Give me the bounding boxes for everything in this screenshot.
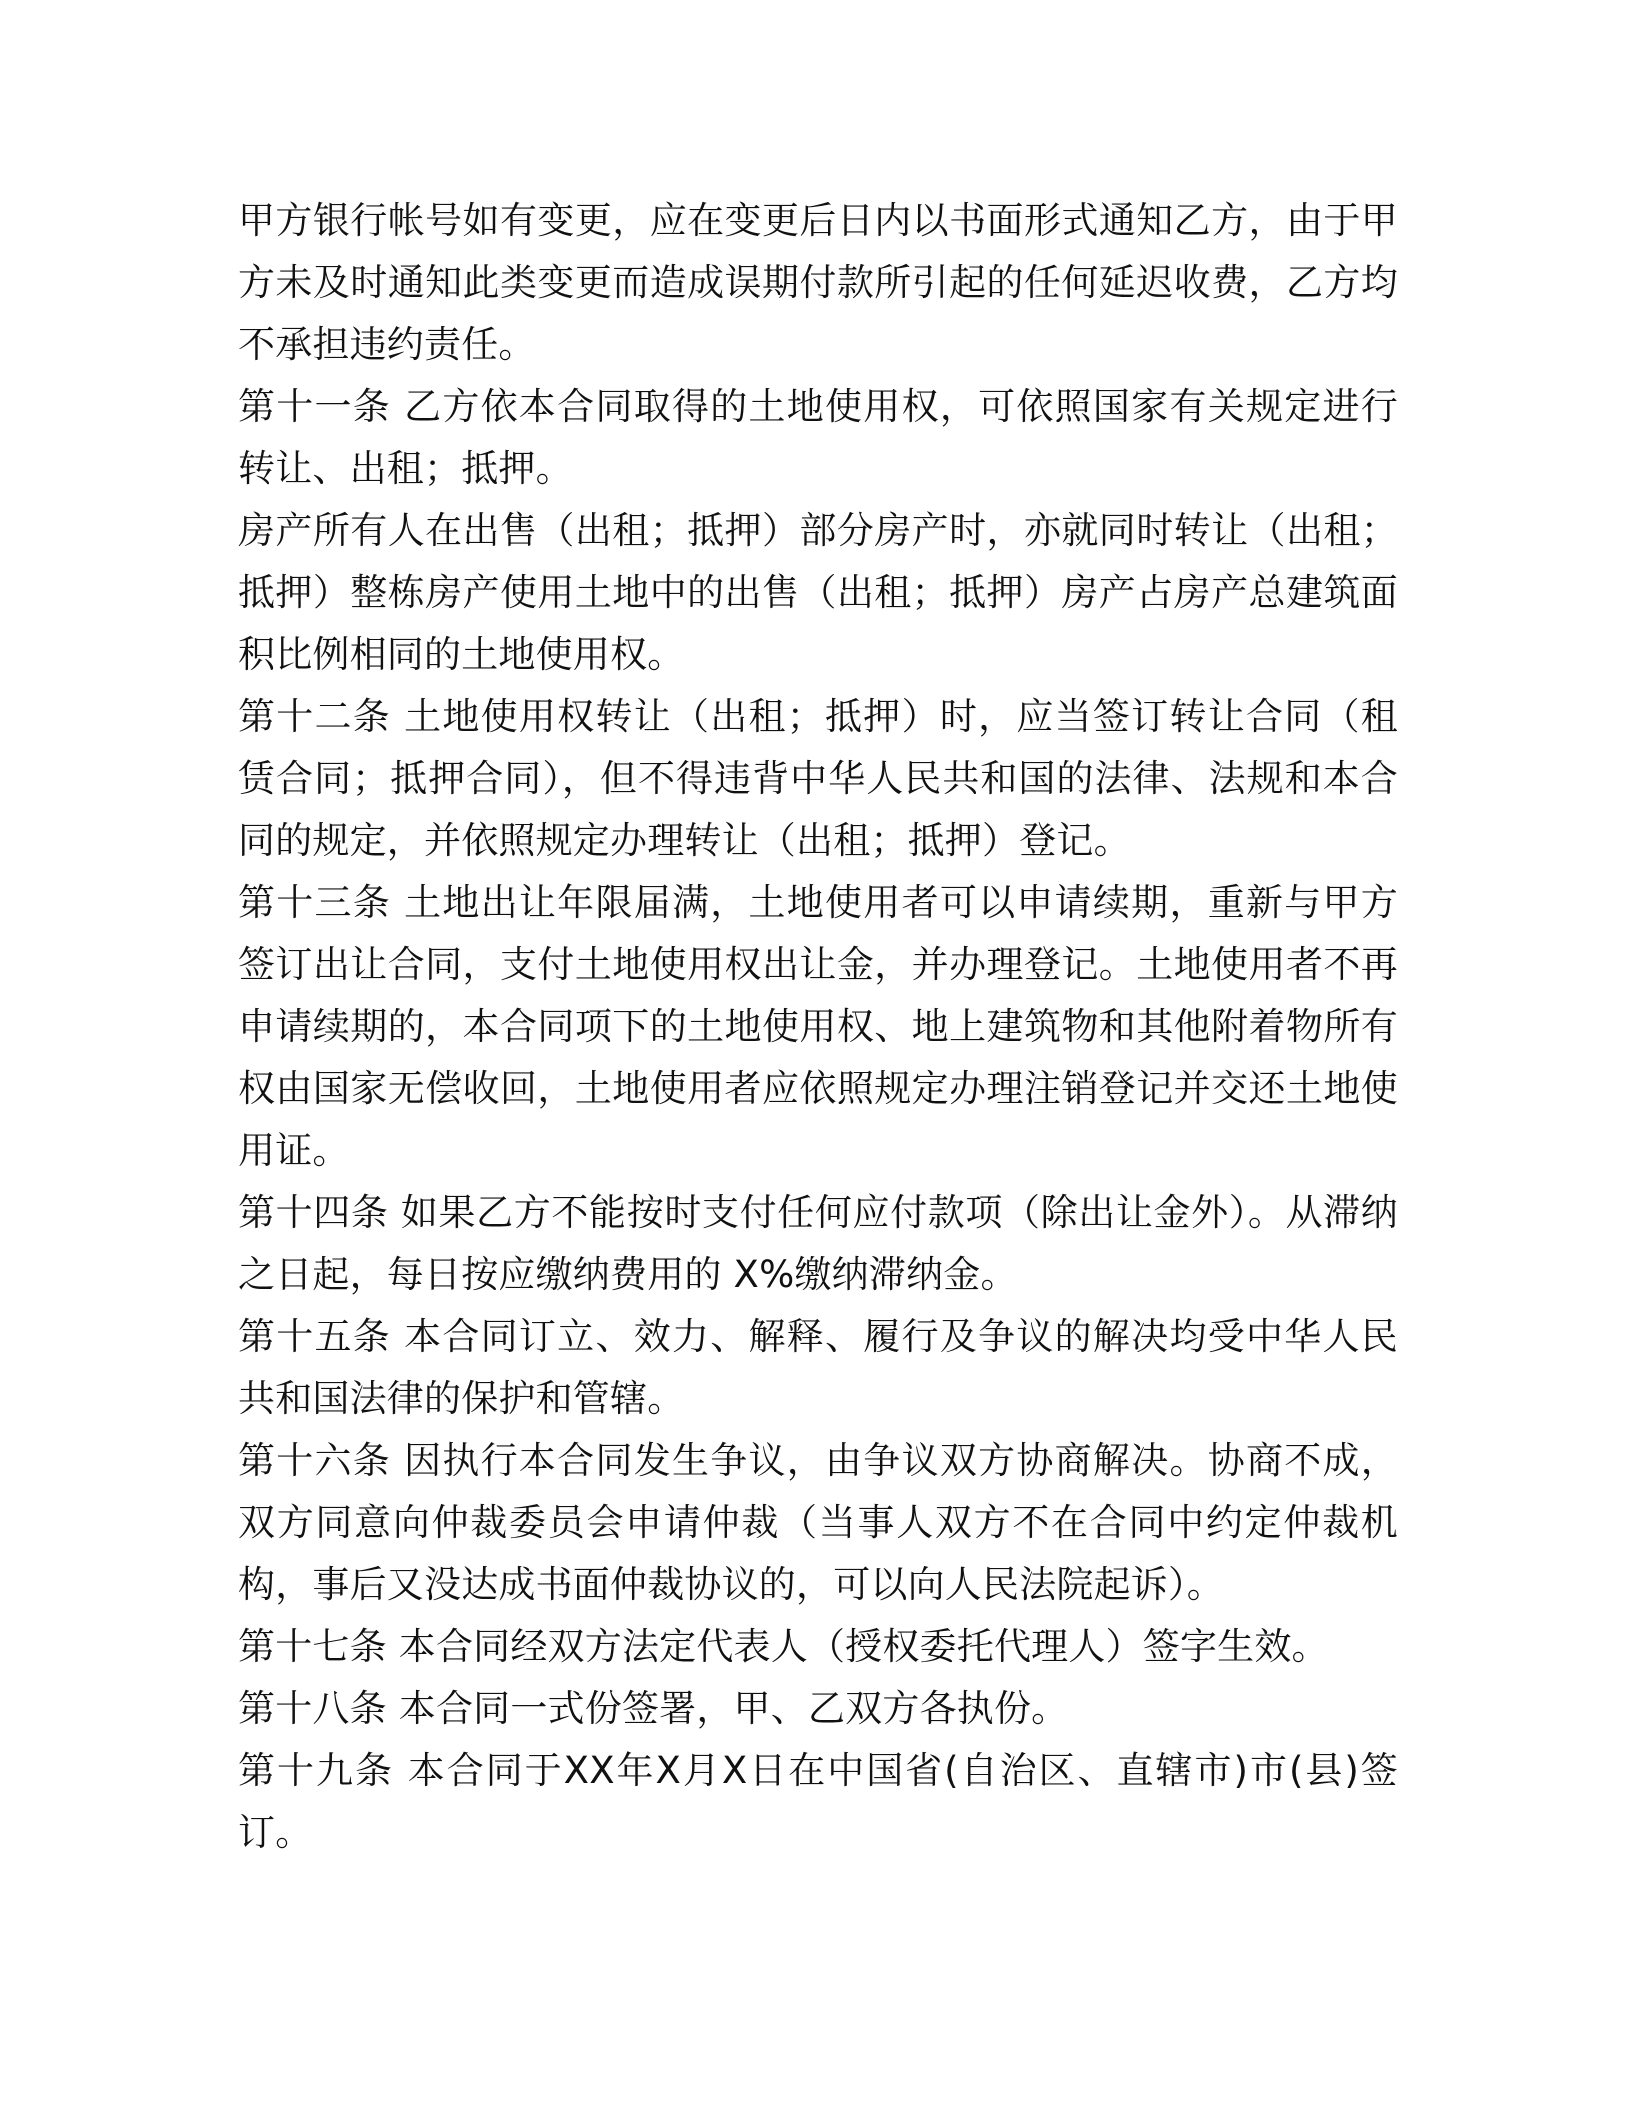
paragraph-bank-account-change: 甲方银行帐号如有变更，应在变更后日内以书面形式通知乙方，由于甲方未及时通知此类变更而造成误期付款所引起的任何延迟收费，乙方均不承担违约责任。 (238, 199, 1398, 366)
paragraph-article-16: 第十六条 因执行本合同发生争议，由争议双方协商解决。协商不成，双方同意向仲裁委员会申请仲裁（当事人双方不在合同中约定仲裁机构，事后又没达成书面仲裁协议的，可以向人民法院起诉）。 (238, 1439, 1398, 1606)
paragraph-property-transfer: 房产所有人在出售（出租；抵押）部分房产时，亦就同时转让（出租；抵押）整栋房产使用土地中的出售（出租；抵押）房产占房产总建筑面积比例相同的土地使用权。 (238, 509, 1398, 676)
paragraph-article-15: 第十五条 本合同订立、效力、解释、履行及争议的解决均受中华人民共和国法律的保护和管辖。 (238, 1315, 1398, 1420)
document-body (238, 190, 1398, 1864)
paragraph-article-17: 第十七条 本合同经双方法定代表人（授权委托代理人）签字生效。 (238, 1625, 1329, 1668)
paragraph-article-18: 第十八条 本合同一式份签署，甲、乙双方各执份。 (238, 1687, 1069, 1730)
paragraph-article-19: 第十九条 本合同于XX年X月X日在中国省(自治区、直辖市)市(县)签订。 (238, 1749, 1398, 1854)
paragraph-article-11: 第十一条 乙方依本合同取得的土地使用权，可依照国家有关规定进行转让、出租；抵押。 (238, 385, 1398, 490)
paragraph-article-14: 第十四条 如果乙方不能按时支付任何应付款项（除出让金外）。从滞纳之日起，每日按应缴纳费用的 X%缴纳滞纳金。 (238, 1191, 1398, 1296)
paragraph-article-12: 第十二条 土地使用权转让（出租；抵押）时，应当签订转让合同（租赁合同；抵押合同），但不得违背中华人民共和国的法律、法规和本合同的规定，并依照规定办理转让（出租；抵押）登记。 (238, 695, 1398, 862)
paragraph-article-13: 第十三条 土地出让年限届满，土地使用者可以申请续期，重新与甲方签订出让合同，支付土地使用权出让金，并办理登记。土地使用者不再申请续期的，本合同项下的土地使用权、地上建筑物和其他附着物所有权由国家无偿收回，土地使用者应依照规定办理注销登记并交还土地使用证。 (238, 881, 1398, 1172)
